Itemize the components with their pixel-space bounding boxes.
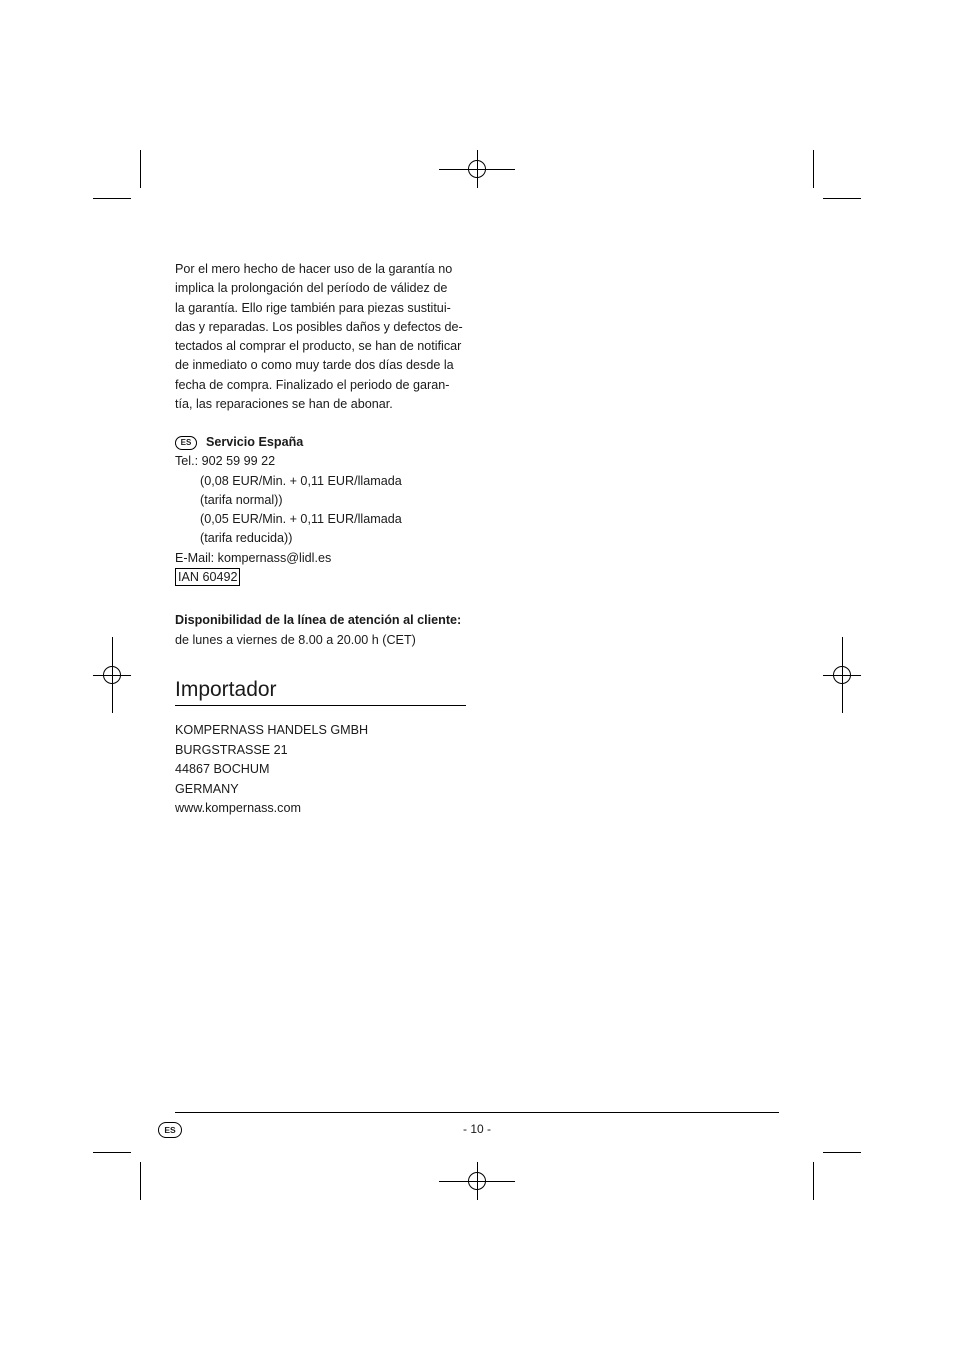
country-badge: ES [175,436,197,450]
address-line: BURGSTRASSE 21 [175,742,288,757]
importer-address [175,721,368,819]
ian-box: IAN 60492 [175,568,240,586]
rate-reduced-label: (tarifa reducida)) [200,531,293,546]
rate-normal: (0,08 EUR/Min. + 0,11 EUR/llamada [200,473,402,488]
availability-title: Disponibilidad de la línea de atención al cliente: [175,613,462,627]
service-tel: Tel.: 902 59 99 22 [175,454,276,469]
importer-heading: Importador [175,675,466,706]
service-title: Servicio España [206,435,304,449]
rate-normal-label: (tarifa normal)) [200,492,283,507]
paragraph-line: tía, las reparaciones se han de abonar. [175,397,393,412]
availability-section [175,611,470,650]
footer-rule [175,1112,779,1113]
service-section [175,433,470,587]
page-number: - 10 - [462,1122,491,1136]
paragraph-line: das y reparadas. Los posibles daños y defectos de- [175,319,463,334]
paragraph-line: de inmediato o como muy tarde dos días desde la [175,358,454,373]
address-line: GERMANY [175,781,239,796]
paragraph-line: Por el mero hecho de hacer uso de la garantía no [175,262,453,276]
address-line: KOMPERNASS HANDELS GMBH [175,723,369,737]
service-email: E-Mail: kompernass@lidl.es [175,550,332,565]
paragraph-line: tectados al comprar el producto, se han de notificar [175,339,462,354]
footer-country-badge: ES [158,1122,182,1138]
website: www.kompernass.com [175,801,301,815]
paragraph-line: la garantía. Ello rige también para piezas sustitui- [175,300,451,315]
paragraph-line: implica la prolongación del período de válidez de [175,281,448,296]
rate-reduced: (0,05 EUR/Min. + 0,11 EUR/llamada [200,512,402,527]
warranty-paragraph [175,260,470,414]
address-line: 44867 BOCHUM [175,762,270,776]
service-title-row [175,433,470,452]
availability-hours: de lunes a viernes de 8.00 a 20.00 h (CET) [175,632,416,647]
paragraph-line: fecha de compra. Finalizado el periodo de garan- [175,377,450,392]
